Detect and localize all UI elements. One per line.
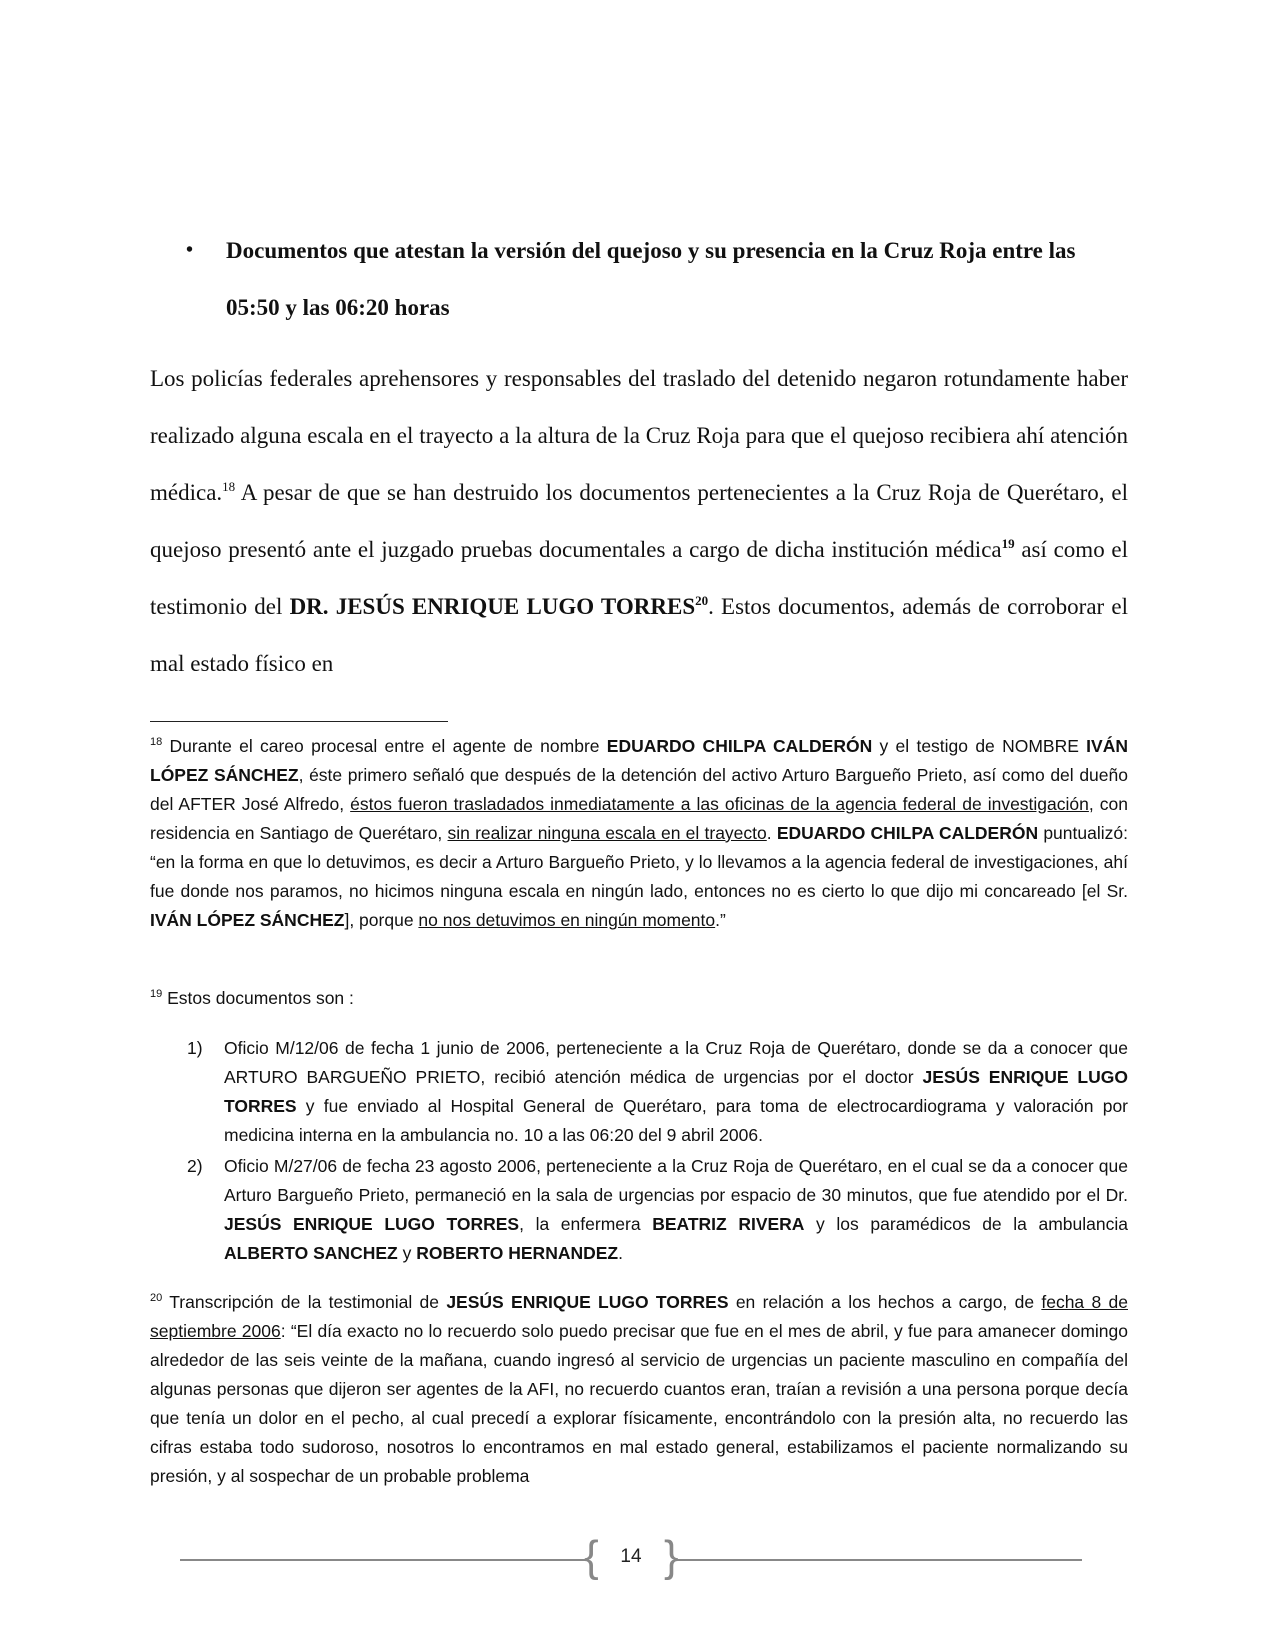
agent-name: EDUARDO CHILPA CALDERÓN xyxy=(606,736,873,756)
bullet-icon: • xyxy=(186,239,194,261)
doctor-name: JESÚS ENRIQUE LUGO TORRES xyxy=(224,1214,520,1234)
footnote-ref-18: 18 xyxy=(222,479,236,494)
underlined-text: sin realizar ninguna escala en el trayecto xyxy=(447,823,767,843)
underlined-text: no nos detuvimos en ningún momento xyxy=(418,910,716,930)
footnote-text: , con residencia en Santiago de Querétaro, xyxy=(150,794,1128,843)
footnote-number: 18 xyxy=(150,736,163,748)
underlined-text: fecha 8 de septiembre 2006 xyxy=(150,1292,1128,1341)
footnote-19-title xyxy=(150,984,1128,1013)
footnote-text: .” xyxy=(715,910,726,930)
footnote-ref-19: 19 xyxy=(1001,536,1015,551)
list-text: Oficio M/27/06 de fecha 23 agosto 2006, perteneciente a la Cruz Roja de Querétaro, en el cual se da a conocer que Arturo Bargueño Prieto, permaneció en la sala de urgencias por espacio de 30 minutos, que fue atendido por el Dr. xyxy=(224,1156,1128,1205)
page-number: 14 xyxy=(620,1546,642,1567)
list-text: , la enfermera xyxy=(519,1214,653,1234)
body-text-4: . Estos documentos, además de corroborar el mal estado físico en xyxy=(150,594,1128,676)
witness-name: DR. JESÚS ENRIQUE LUGO TORRES xyxy=(289,594,696,619)
body-text-3: así como el testimonio del xyxy=(150,537,1129,619)
footnote-text: Durante el careo procesal entre el agente de nombre xyxy=(162,736,607,756)
list-text: y los paramédicos de la ambulancia xyxy=(804,1214,1128,1234)
footer-line-left xyxy=(180,1559,585,1561)
footnote-separator xyxy=(150,721,448,722)
paramedic-name: ROBERTO HERNANDEZ xyxy=(416,1243,619,1263)
section-heading xyxy=(188,222,1128,336)
list-text: Oficio M/12/06 de fecha 1 junio de 2006, perteneciente a la Cruz Roja de Querétaro, donde se da a conocer que ARTURO BARGUEÑO PRIETO, recibió atención médica de urgencias por el doctor xyxy=(224,1038,1128,1087)
nurse-name: BEATRIZ RIVERA xyxy=(652,1214,805,1234)
footnote-text: ], porque xyxy=(344,910,419,930)
body-text-1: Los policías federales aprehensores y responsables del traslado del detenido negaron rotundamente haber realizado alguna escala en el trayecto a la altura de la Cruz Roja para que el quejoso recibiera ahí atención médica. xyxy=(150,366,1128,505)
footnote-text: : “El día exacto no lo recuerdo solo puedo precisar que fue en el mes de abril, y fue para amanecer domingo alrededor de las seis veinte de la mañana, cuando ingresó al servicio de urgencias un paciente masculino en compañía del algunas personas que dijeron ser agentes de la AFI, no recuerdo cuantos eran, traían a revisión a una persona porque decía que tenía un dolor en el pecho, al cual precedí a explorar físicamente, encontrándolo con la presión alta, no recuerdo las cifras estaba todo sudoroso, nosotros lo encontramos en mal estado general, estabilizamos el paciente normalizando su presión, y al sospechar de un probable problema xyxy=(150,1321,1128,1486)
footnote-20 xyxy=(150,1288,1128,1491)
heading-text: Documentos que atestan la versión del quejoso y su presencia en la Cruz Roja entre las 05:50 y las 06:20 horas xyxy=(226,238,1076,320)
paramedic-name: ALBERTO SANCHEZ xyxy=(224,1243,398,1263)
footnote-19-list xyxy=(150,1034,1128,1270)
footnote-text: en relación a los hechos a cargo, de xyxy=(728,1292,1042,1312)
list-text: . xyxy=(618,1243,623,1263)
list-number: 1) xyxy=(187,1038,203,1058)
list-text: y fue enviado al Hospital General de Querétaro, para toma de electrocardiograma y valoración por medicina interna en la ambulancia no. 10 a las 06:20 del 9 abril 2006. xyxy=(224,1096,1128,1145)
witness-name: IVÁN LÓPEZ SÁNCHEZ xyxy=(150,736,1128,785)
footnote-number: 19 xyxy=(150,988,163,1000)
footnote-number: 20 xyxy=(150,1292,163,1304)
agent-name: EDUARDO CHILPA CALDERÓN xyxy=(776,823,1039,843)
doctor-name: JESÚS ENRIQUE LUGO TORRES xyxy=(446,1292,729,1312)
page-footer xyxy=(180,1532,1082,1584)
footnote-ref-20: 20 xyxy=(695,593,709,608)
footnote-text: . xyxy=(766,823,777,843)
footnote-text: puntualizó: “en la forma en que lo detuvimos, es decir a Arturo Bargueño Prieto, y lo llevamos a la agencia federal de investigaciones, ahí fue donde nos paramos, no hicimos ninguna escala en ningún lado, entonces no es cierto lo que dijo mi concareado [el Sr. xyxy=(150,823,1128,901)
footer-line-right xyxy=(677,1559,1082,1561)
footnote-text: Transcripción de la testimonial de xyxy=(162,1292,447,1312)
body-text-2: A pesar de que se han destruido los documentos pertenecientes a la Cruz Roja de Querétaro, el quejoso presentó ante el juzgado pruebas documentales a cargo de dicha institución médica xyxy=(150,480,1128,562)
footnote-text: Estos documentos son : xyxy=(162,988,354,1008)
list-text: y xyxy=(397,1243,417,1263)
list-number: 2) xyxy=(187,1156,203,1176)
doctor-name: JESÚS ENRIQUE LUGO TORRES xyxy=(224,1067,1128,1116)
list-item xyxy=(150,1034,1128,1150)
bracket-right-icon: } xyxy=(664,1532,679,1581)
footnote-text: , éste primero señaló que después de la detención del activo Arturo Bargueño Prieto, así como del dueño del AFTER José Alfredo, xyxy=(150,765,1128,814)
body-paragraph xyxy=(150,350,1128,692)
underlined-text: éstos fueron trasladados inmediatamente a las oficinas de la agencia federal de investigación xyxy=(350,794,1089,814)
footnote-text: y el testigo de NOMBRE xyxy=(872,736,1087,756)
bracket-left-icon: { xyxy=(584,1532,599,1581)
list-item xyxy=(150,1152,1128,1268)
witness-name: IVÁN LÓPEZ SÁNCHEZ xyxy=(150,910,345,930)
footnote-18 xyxy=(150,732,1128,935)
